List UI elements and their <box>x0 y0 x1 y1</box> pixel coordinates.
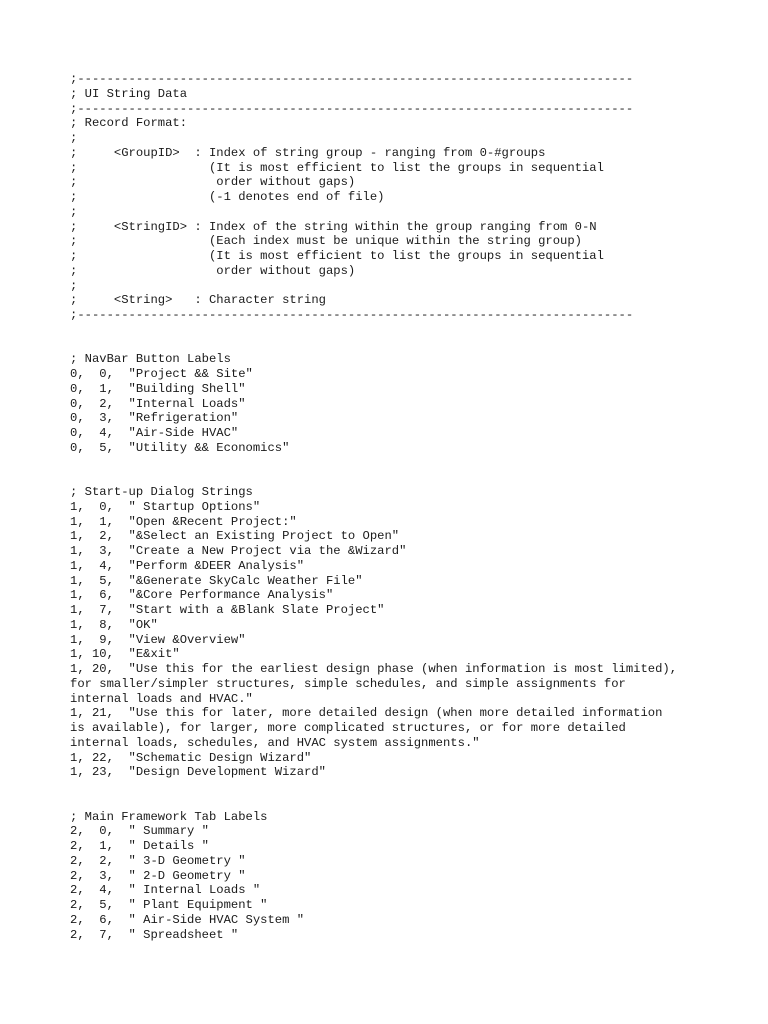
text-line: 2, 1, " Details " <box>70 839 209 853</box>
text-line: 0, 4, "Air-Side HVAC" <box>70 426 239 440</box>
text-line: 2, 4, " Internal Loads " <box>70 883 261 898</box>
text-line: 1, 0, " Startup Options" <box>70 499 261 514</box>
text-line: 0, 5, "Utility && Economics" <box>70 440 290 455</box>
text-line: 1, 2, "&Select an Existing Project to Open" <box>70 529 400 544</box>
text-line: 0, 3, "Refrigeration" <box>70 411 239 426</box>
text-line: 1, 9, "View &Overview" <box>70 632 246 647</box>
text-line: ;---------------------------------------------------------------------------- <box>70 72 634 86</box>
text-line: 1, 20, "Use this for the earliest design phase (when information is most limited), <box>70 662 678 676</box>
text-line <box>70 470 760 485</box>
text-line: internal loads, schedules, and HVAC system assignments." <box>70 735 480 750</box>
text-line: ; (It is most efficient to list the groups in sequential <box>70 249 604 263</box>
text-line: 1, 3, "Create a New Project via the &Wizard" <box>70 544 407 558</box>
text-line: is available), for larger, more complicated structures, or for more detailed <box>70 721 626 735</box>
text-line: ; NavBar Button Labels <box>70 352 231 367</box>
text-line: ; <box>70 131 78 145</box>
text-line: 1, 8, "OK" <box>70 617 158 632</box>
text-line: 1, 7, "Start with a &Blank Slate Project" <box>70 603 385 617</box>
text-line: 2, 6, " Air-Side HVAC System " <box>70 912 305 927</box>
text-line: ; order without gaps) <box>70 175 356 190</box>
text-line: ; order without gaps) <box>70 263 356 278</box>
text-line: internal loads and HVAC." <box>70 691 253 706</box>
text-line: ; <GroupID> : Index of string group - ranging from 0-#groups <box>70 145 546 160</box>
text-line <box>70 338 760 353</box>
text-line: 1, 10, "E&xit" <box>70 647 180 662</box>
text-line: 2, 5, " Plant Equipment " <box>70 898 268 912</box>
text-line: ; Start-up Dialog Strings <box>70 485 253 499</box>
text-line: ; <String> : Character string <box>70 293 326 308</box>
text-line: 0, 1, "Building Shell" <box>70 381 246 396</box>
text-line: 1, 4, "Perform &DEER Analysis" <box>70 558 305 573</box>
text-line: ; (It is most efficient to list the groups in sequential <box>70 160 604 175</box>
text-line <box>70 323 760 338</box>
text-line: 1, 21, "Use this for later, more detailed design (when more detailed information <box>70 706 663 721</box>
text-line: 2, 7, " Spreadsheet " <box>70 927 239 942</box>
text-line: 1, 5, "&Generate SkyCalc Weather File" <box>70 573 363 588</box>
text-line: for smaller/simpler structures, simple schedules, and simple assignments for <box>70 676 626 691</box>
text-line: ; (Each index must be unique within the string group) <box>70 234 582 249</box>
text-line <box>70 795 760 810</box>
text-line: 2, 3, " 2-D Geometry " <box>70 868 246 883</box>
text-line: 1, 1, "Open &Recent Project:" <box>70 514 297 529</box>
text-line: ; Record Format: <box>70 116 188 131</box>
text-line: ; UI String Data <box>70 86 188 101</box>
text-line: ; (-1 denotes end of file) <box>70 190 385 204</box>
text-line: 1, 23, "Design Development Wizard" <box>70 765 326 780</box>
text-line: ; <box>70 278 78 293</box>
text-line: 2, 2, " 3-D Geometry " <box>70 853 246 868</box>
text-line: ; Main Framework Tab Labels <box>70 809 268 824</box>
text-line: ; <box>70 204 78 219</box>
text-line: ;---------------------------------------------------------------------------- <box>70 101 634 116</box>
text-line: ;---------------------------------------------------------------------------- <box>70 308 634 322</box>
document-body <box>70 72 760 942</box>
text-line: ; <StringID> : Index of the string within the group ranging from 0-N <box>70 219 597 234</box>
text-line <box>70 456 760 471</box>
text-line: 1, 22, "Schematic Design Wizard" <box>70 750 312 765</box>
text-line: 2, 0, " Summary " <box>70 824 209 839</box>
text-line: 1, 6, "&Core Performance Analysis" <box>70 588 334 603</box>
text-line: 0, 2, "Internal Loads" <box>70 396 246 411</box>
text-line <box>70 780 760 795</box>
text-line: 0, 0, "Project && Site" <box>70 367 253 381</box>
